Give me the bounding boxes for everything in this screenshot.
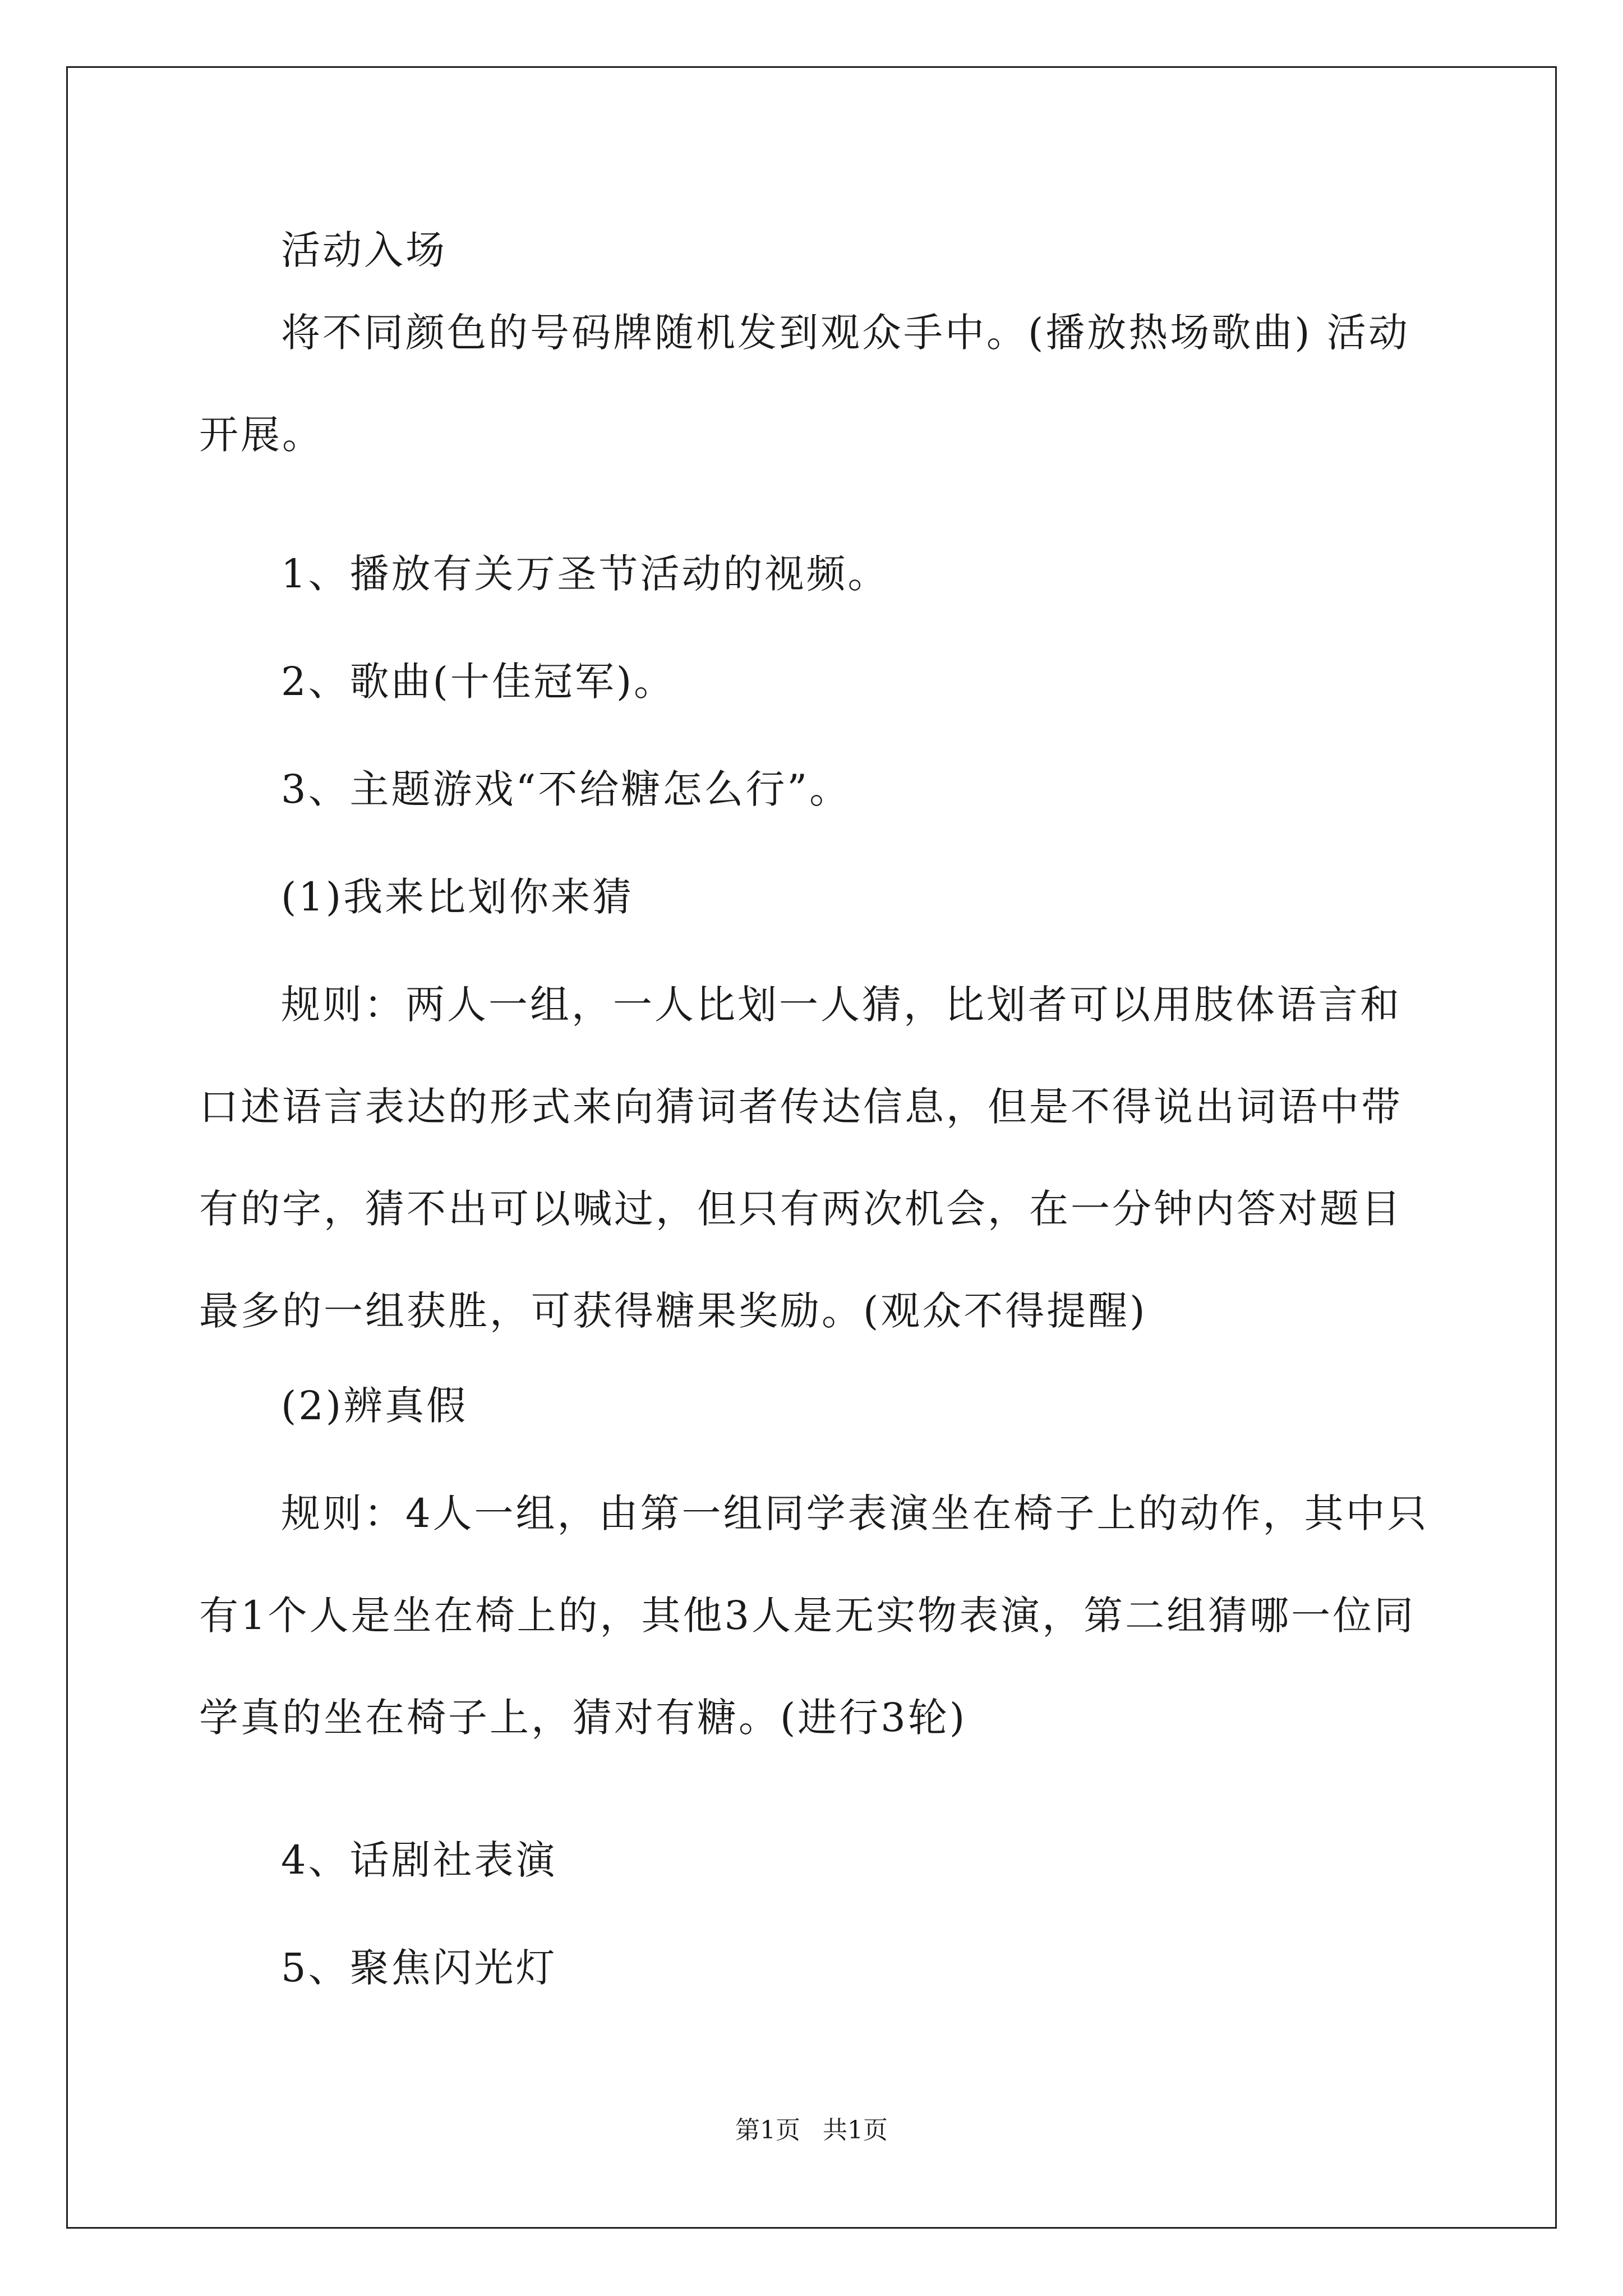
paragraph-8: (2)辨真假 xyxy=(281,1383,468,1429)
paragraph-6: (1)我来比划你来猜 xyxy=(281,874,634,920)
paragraph-11: 5、聚焦闪光灯 xyxy=(281,1945,557,1991)
paragraph-2: 将不同颜色的号码牌随机发到观众手中。(播放热场歌曲) 活动开展。 xyxy=(199,310,1410,458)
paragraph-9: 规则：4人一组，由第一组同学表演坐在椅子上的动作，其中只有1个人是坐在椅上的，其他3人是无实物表演，第二组猜哪一位同学真的坐在椅子上，猜对有糖。(进行3轮) xyxy=(199,1490,1429,1741)
paragraph-7: 规则：两人一组，一人比划一人猜，比划者可以用肢体语言和口述语言表达的形式来向猜词者传达信息，但是不得说出词语中带有的字，猜不出可以喊过，但只有两次机会，在一分钟内答对题目最多的一组获胜，可获得糖果奖励。(观众不得提醒) xyxy=(199,982,1403,1334)
paragraph-5: 3、主题游戏“不给糖怎么行”。 xyxy=(281,766,851,812)
page-number-current: 第1页 xyxy=(735,2116,800,2145)
paragraph-1: 活动入场 xyxy=(281,227,447,273)
paragraph-4: 2、歌曲(十佳冠军)。 xyxy=(281,659,676,705)
paragraph-3: 1、播放有关万圣节活动的视频。 xyxy=(281,551,889,597)
page-number-total: 共1页 xyxy=(823,2116,888,2145)
paragraph-10: 4、话剧社表演 xyxy=(281,1837,557,1883)
page-footer xyxy=(0,2114,1623,2147)
